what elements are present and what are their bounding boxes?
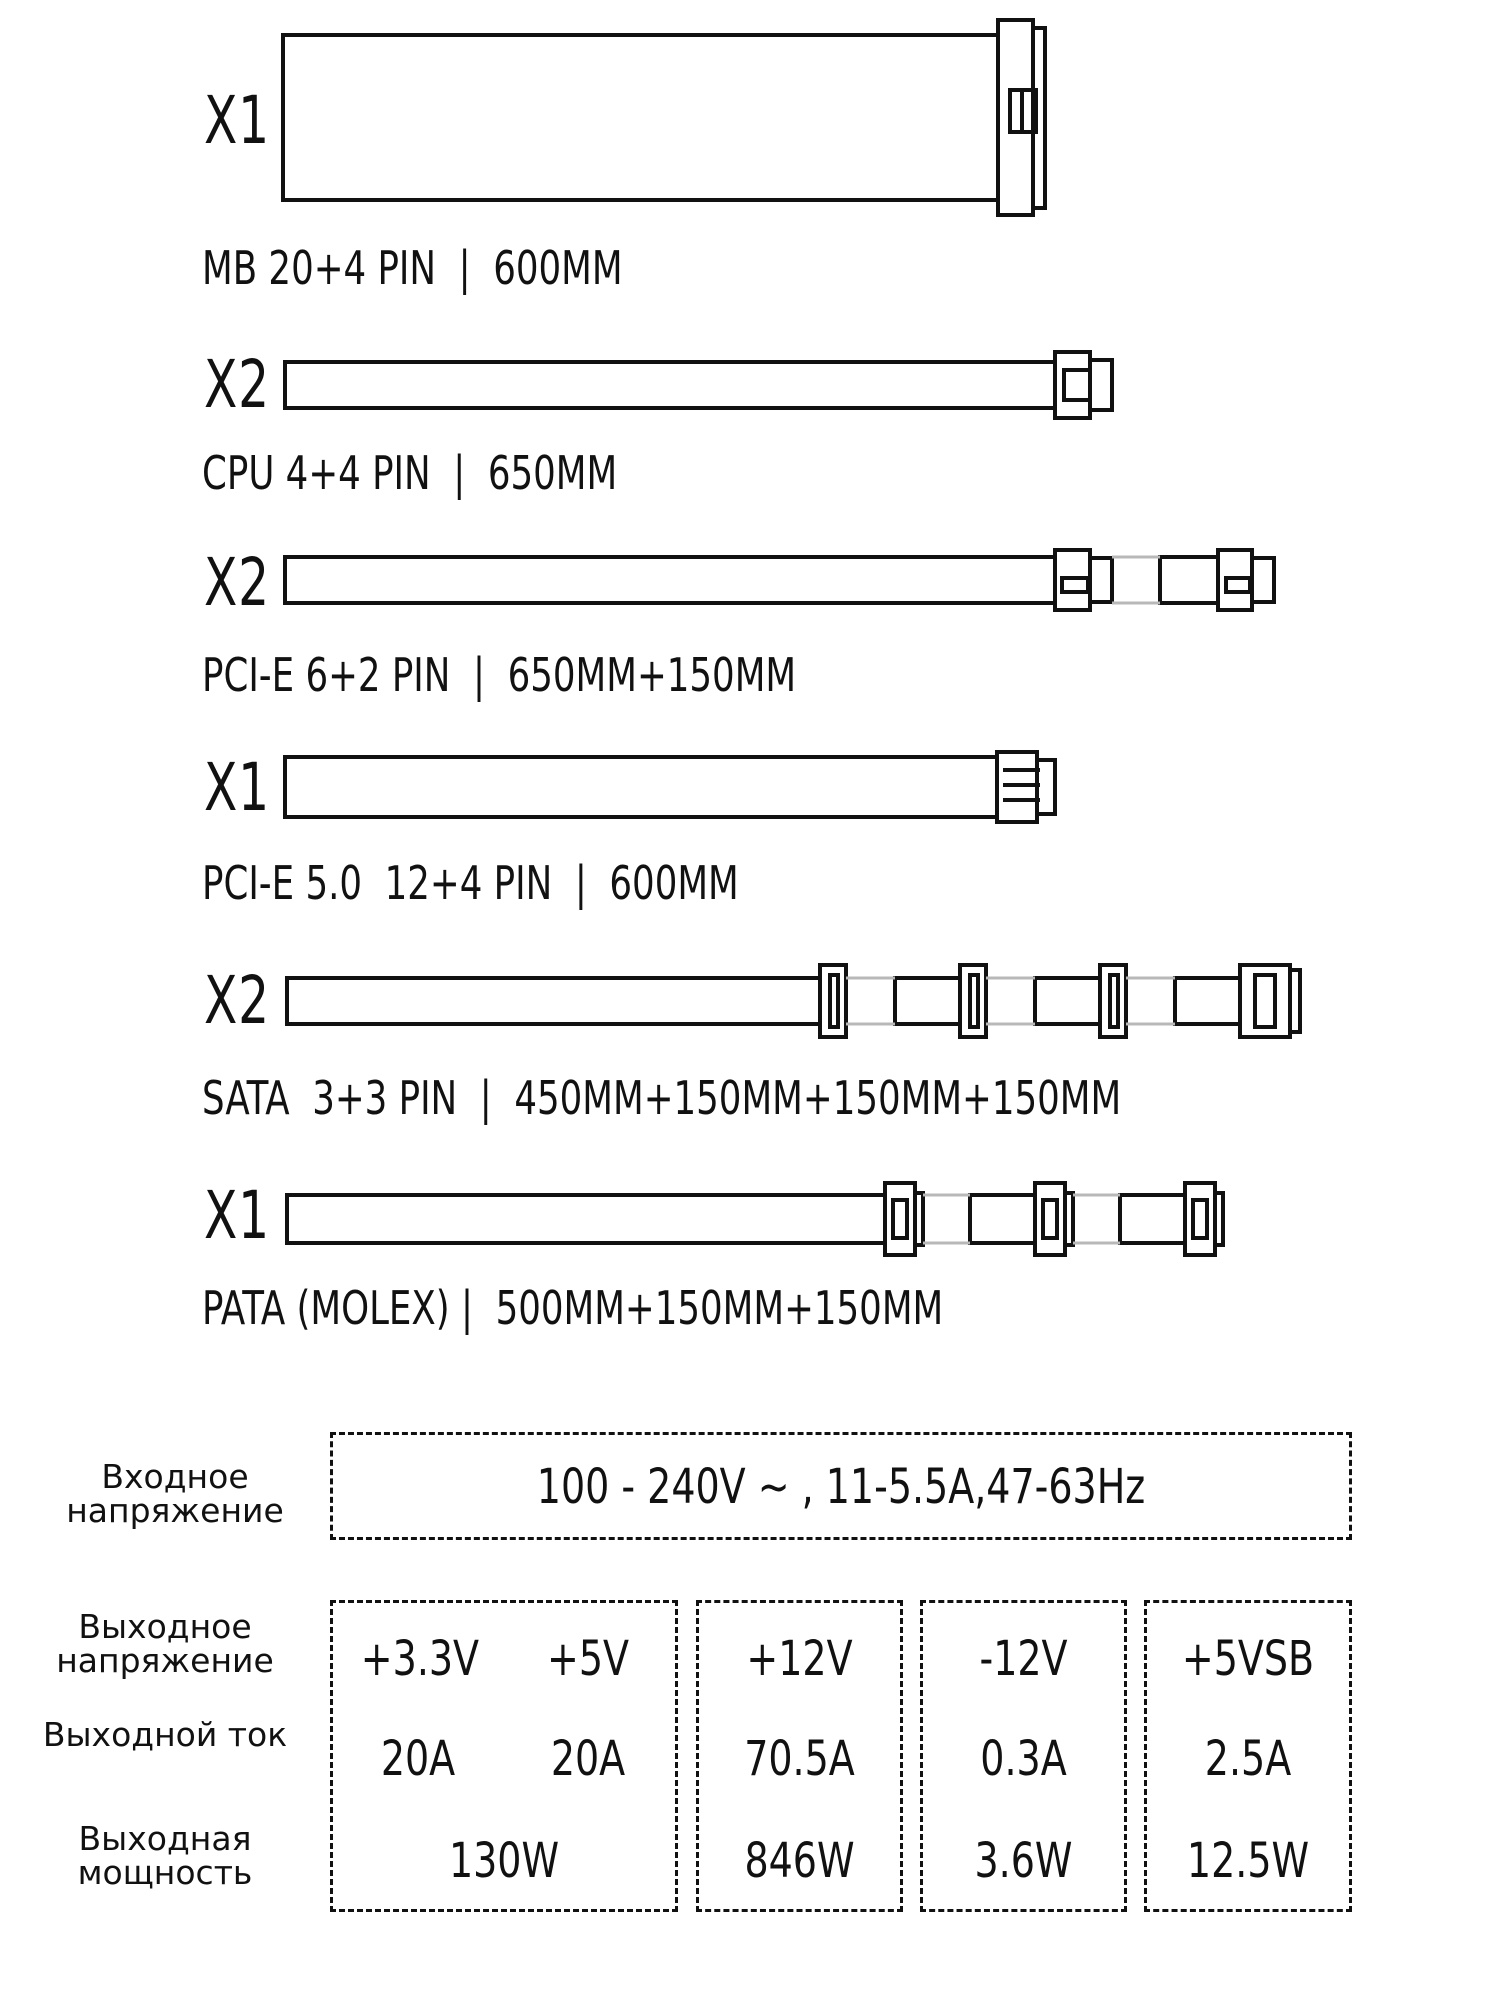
cable-label: PCI-E 6+2 PIN | 650MM+150MM [202, 648, 797, 702]
pcie5-cable-drawing [285, 752, 1055, 822]
cable-label: PATA (MOLEX) | 500MM+150MM+150MM [202, 1281, 944, 1335]
rail-current: 20A [550, 1731, 626, 1787]
cable-label: SATA 3+3 PIN | 450MM+150MM+150MM+150MM [202, 1071, 1122, 1125]
rail-voltage: +12V [746, 1631, 853, 1687]
cable-quantity: X1 [204, 1177, 270, 1254]
rail-group-12v [696, 1600, 903, 1912]
sata-cable-drawing [287, 965, 1300, 1037]
rail-voltage: +5V [546, 1631, 630, 1687]
mb-cable-drawing [283, 20, 1045, 215]
output-current-label: Выходной ток [42, 1715, 288, 1754]
output-power-label: Выходная мощность [77, 1819, 253, 1892]
rail-power: 3.6W [974, 1833, 1073, 1889]
cpu-cable-drawing [285, 352, 1112, 418]
rail-group-5vsb [1144, 1600, 1352, 1912]
rail-group-3v3-5v [330, 1600, 678, 1912]
cable-quantity: X1 [204, 82, 270, 159]
pcie-cable-drawing [285, 550, 1274, 610]
cable-quantity: X2 [204, 346, 270, 423]
rail-power: 130W [448, 1833, 560, 1889]
rail-current: 20A [380, 1731, 456, 1787]
output-voltage-label: Выходное напряжение [56, 1607, 274, 1680]
cable-label: PCI-E 5.0 12+4 PIN | 600MM [202, 856, 739, 910]
rail-group-minus-12v [920, 1600, 1127, 1912]
rail-power: 12.5W [1186, 1833, 1310, 1889]
rail-power: 846W [744, 1833, 855, 1889]
cable-label: MB 20+4 PIN | 600MM [202, 241, 623, 295]
rail-voltage: +3.3V [360, 1631, 480, 1687]
input-voltage-label: Входное напряжение [66, 1457, 284, 1530]
rail-voltage: +5VSB [1181, 1631, 1315, 1687]
rail-voltage: -12V [979, 1631, 1068, 1687]
rail-current: 70.5A [744, 1731, 855, 1787]
input-voltage-value: 100 - 240V ~ , 11-5.5A,47-63Hz [536, 1459, 1146, 1515]
cable-label: CPU 4+4 PIN | 650MM [202, 446, 618, 500]
input-voltage-box [330, 1432, 1352, 1540]
cable-quantity: X2 [204, 544, 270, 621]
rail-current: 0.3A [980, 1731, 1067, 1787]
rail-current: 2.5A [1204, 1731, 1292, 1787]
cable-quantity: X2 [204, 962, 270, 1039]
cable-quantity: X1 [204, 749, 270, 826]
